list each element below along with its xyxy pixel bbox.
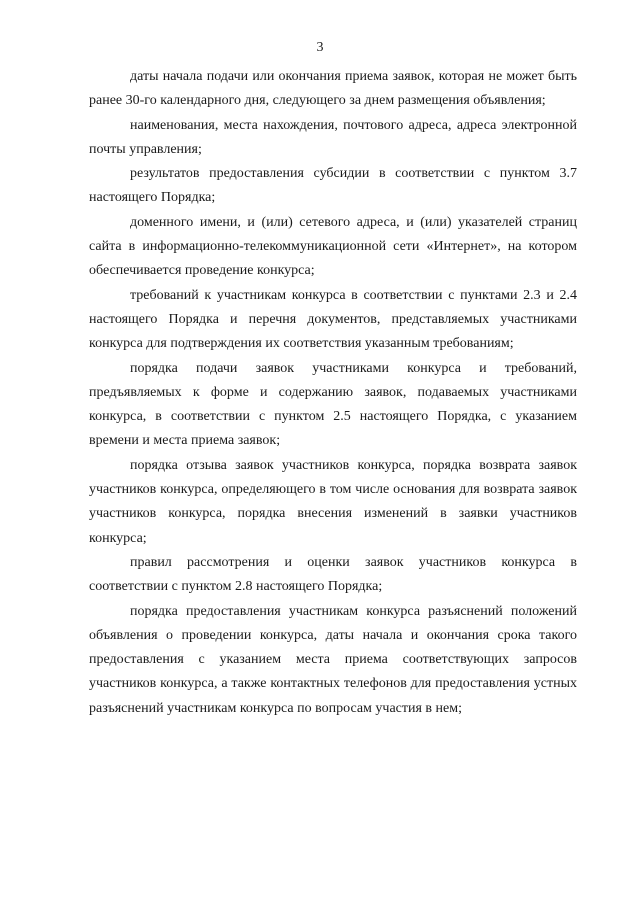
paragraph-management-contacts: наименования, места нахождения, почтового адреса, адреса электронной почты управления; [89,117,577,157]
paragraph-domain-name: доменного имени, и (или) сетевого адреса, и (или) указателей страниц сайта в информационно-телекоммуникационной сети «Интернет», на котором обеспечивается проведение конкурса; [89,214,577,279]
page-number: 3 [316,40,324,55]
paragraph-participant-requirements: требований к участникам конкурса в соответствии с пунктами 2.3 и 2.4 настоящего Порядка и перечня документов, представляемых участниками конкурса для подтверждения их соответствия указанным требованиям; [89,287,577,352]
document-body [89,65,577,721]
paragraph-evaluation-rules: правил рассмотрения и оценки заявок участников конкурса в соответствии с пунктом 2.8 настоящего Порядка; [89,554,577,595]
paragraph-clarification-procedure: порядка предоставления участникам конкурса разъяснений положений объявления о проведении конкурса, даты начала и окончания срока такого предоставления с указанием места приема соответствующих запросов участников конкурса, а также контактных телефонов для предоставления устных разъяснений участникам конкурса по вопросам участия в нем; [89,603,577,716]
paragraph-subsidy-results: результатов предоставления субсидии в соответствии с пунктом 3.7 настоящего Порядка; [89,166,577,206]
paragraph-withdrawal-procedure: порядка отзыва заявок участников конкурса, порядка возврата заявок участников конкурса, определяющего в том числе основания для возврата заявок участников конкурса, порядка внесения изменений в заявки участников конкурса; [89,457,577,546]
paragraph-application-dates: даты начала подачи или окончания приема заявок, которая не может быть ранее 30-го календарного дня, следующего за днем размещения объявления; [89,69,577,109]
paragraph-submission-procedure: порядка подачи заявок участниками конкурса и требований, предъявляемых к форме и содержанию заявок, подаваемых участниками конкурса, в соответствии с пунктом 2.5 настоящего Порядка, с указанием времени и места приема заявок; [89,360,577,449]
